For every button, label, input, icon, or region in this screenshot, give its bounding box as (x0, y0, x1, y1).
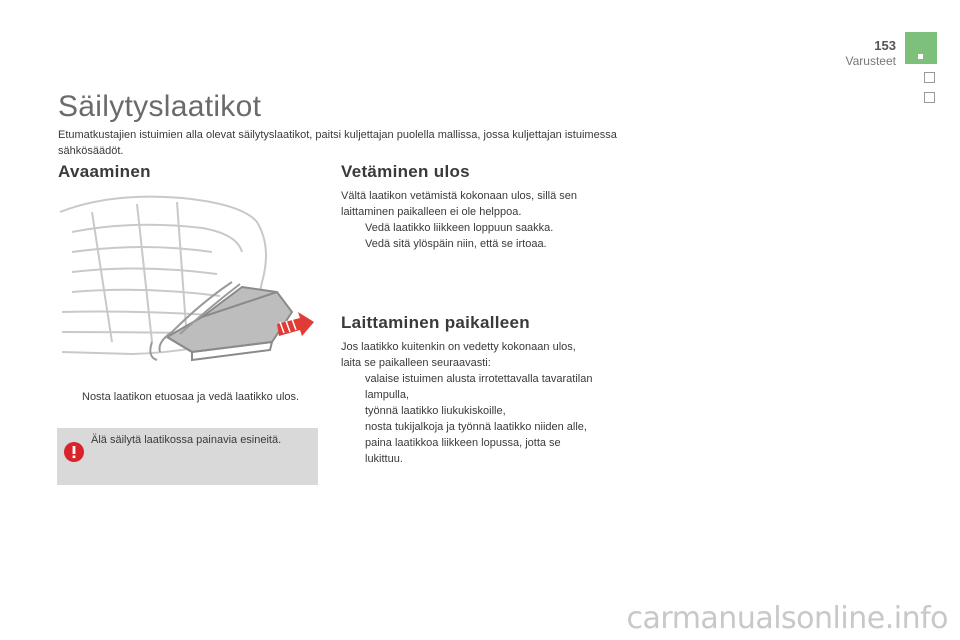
list-item: valaise istuimen alusta irrotettavalla tavaratilan lampulla, (365, 373, 593, 401)
list-item: työnnä laatikko liukukiskoille, (365, 405, 506, 417)
warning-panel (57, 428, 318, 485)
opening-steps (58, 389, 308, 405)
chapter-tab-box[interactable] (924, 72, 935, 83)
list-item: Vedä laatikko liikkeen loppuun saakka. (365, 222, 554, 234)
list-item: Nosta laatikon etuosaa ja vedä laatikko ulos. (82, 391, 300, 403)
chapter-tab-box[interactable] (924, 92, 935, 103)
page-number: 153 (874, 38, 896, 53)
list-item: paina laatikkoa liikkeen lopussa, jotta se lukittuu. (365, 437, 561, 465)
list-item: nosta tukijalkoja ja työnnä laatikko niiden alle, (365, 421, 587, 433)
chapter-tab-active[interactable] (905, 32, 937, 64)
list-item: Vedä sitä ylöspäin niin, että se irtoaa. (365, 238, 547, 250)
warning-icon (64, 442, 84, 462)
removing-steps (341, 220, 601, 252)
refitting-steps (341, 371, 595, 467)
watermark: carmanualsonline.info (626, 601, 948, 636)
heading-opening: Avaaminen (58, 162, 151, 181)
intro-text: Etumatkustajien istuimien alla olevat säilytyslaatikot, paitsi kuljettajan puolella mallissa, jossa kuljettajan istuimessa sähkösäädöt. (58, 129, 617, 157)
removing-paragraph: Vältä laatikon vetämistä kokonaan ulos, sillä sen laittaminen paikalleen ei ole helppoa. (341, 190, 578, 218)
section-name: Varusteet (845, 54, 896, 68)
seat-storage-drawer-illustration (52, 192, 322, 372)
warning-text: Älä säilytä laatikossa painavia esineitä. (91, 434, 282, 446)
heading-removing: Vetäminen ulos (341, 162, 470, 181)
page-title: Säilytyslaatikot (58, 90, 262, 123)
refitting-paragraph: Jos laatikko kuitenkin on vedetty kokonaan ulos, laita se paikalleen seuraavasti: (341, 341, 576, 369)
heading-refitting: Laittaminen paikalleen (341, 313, 530, 332)
